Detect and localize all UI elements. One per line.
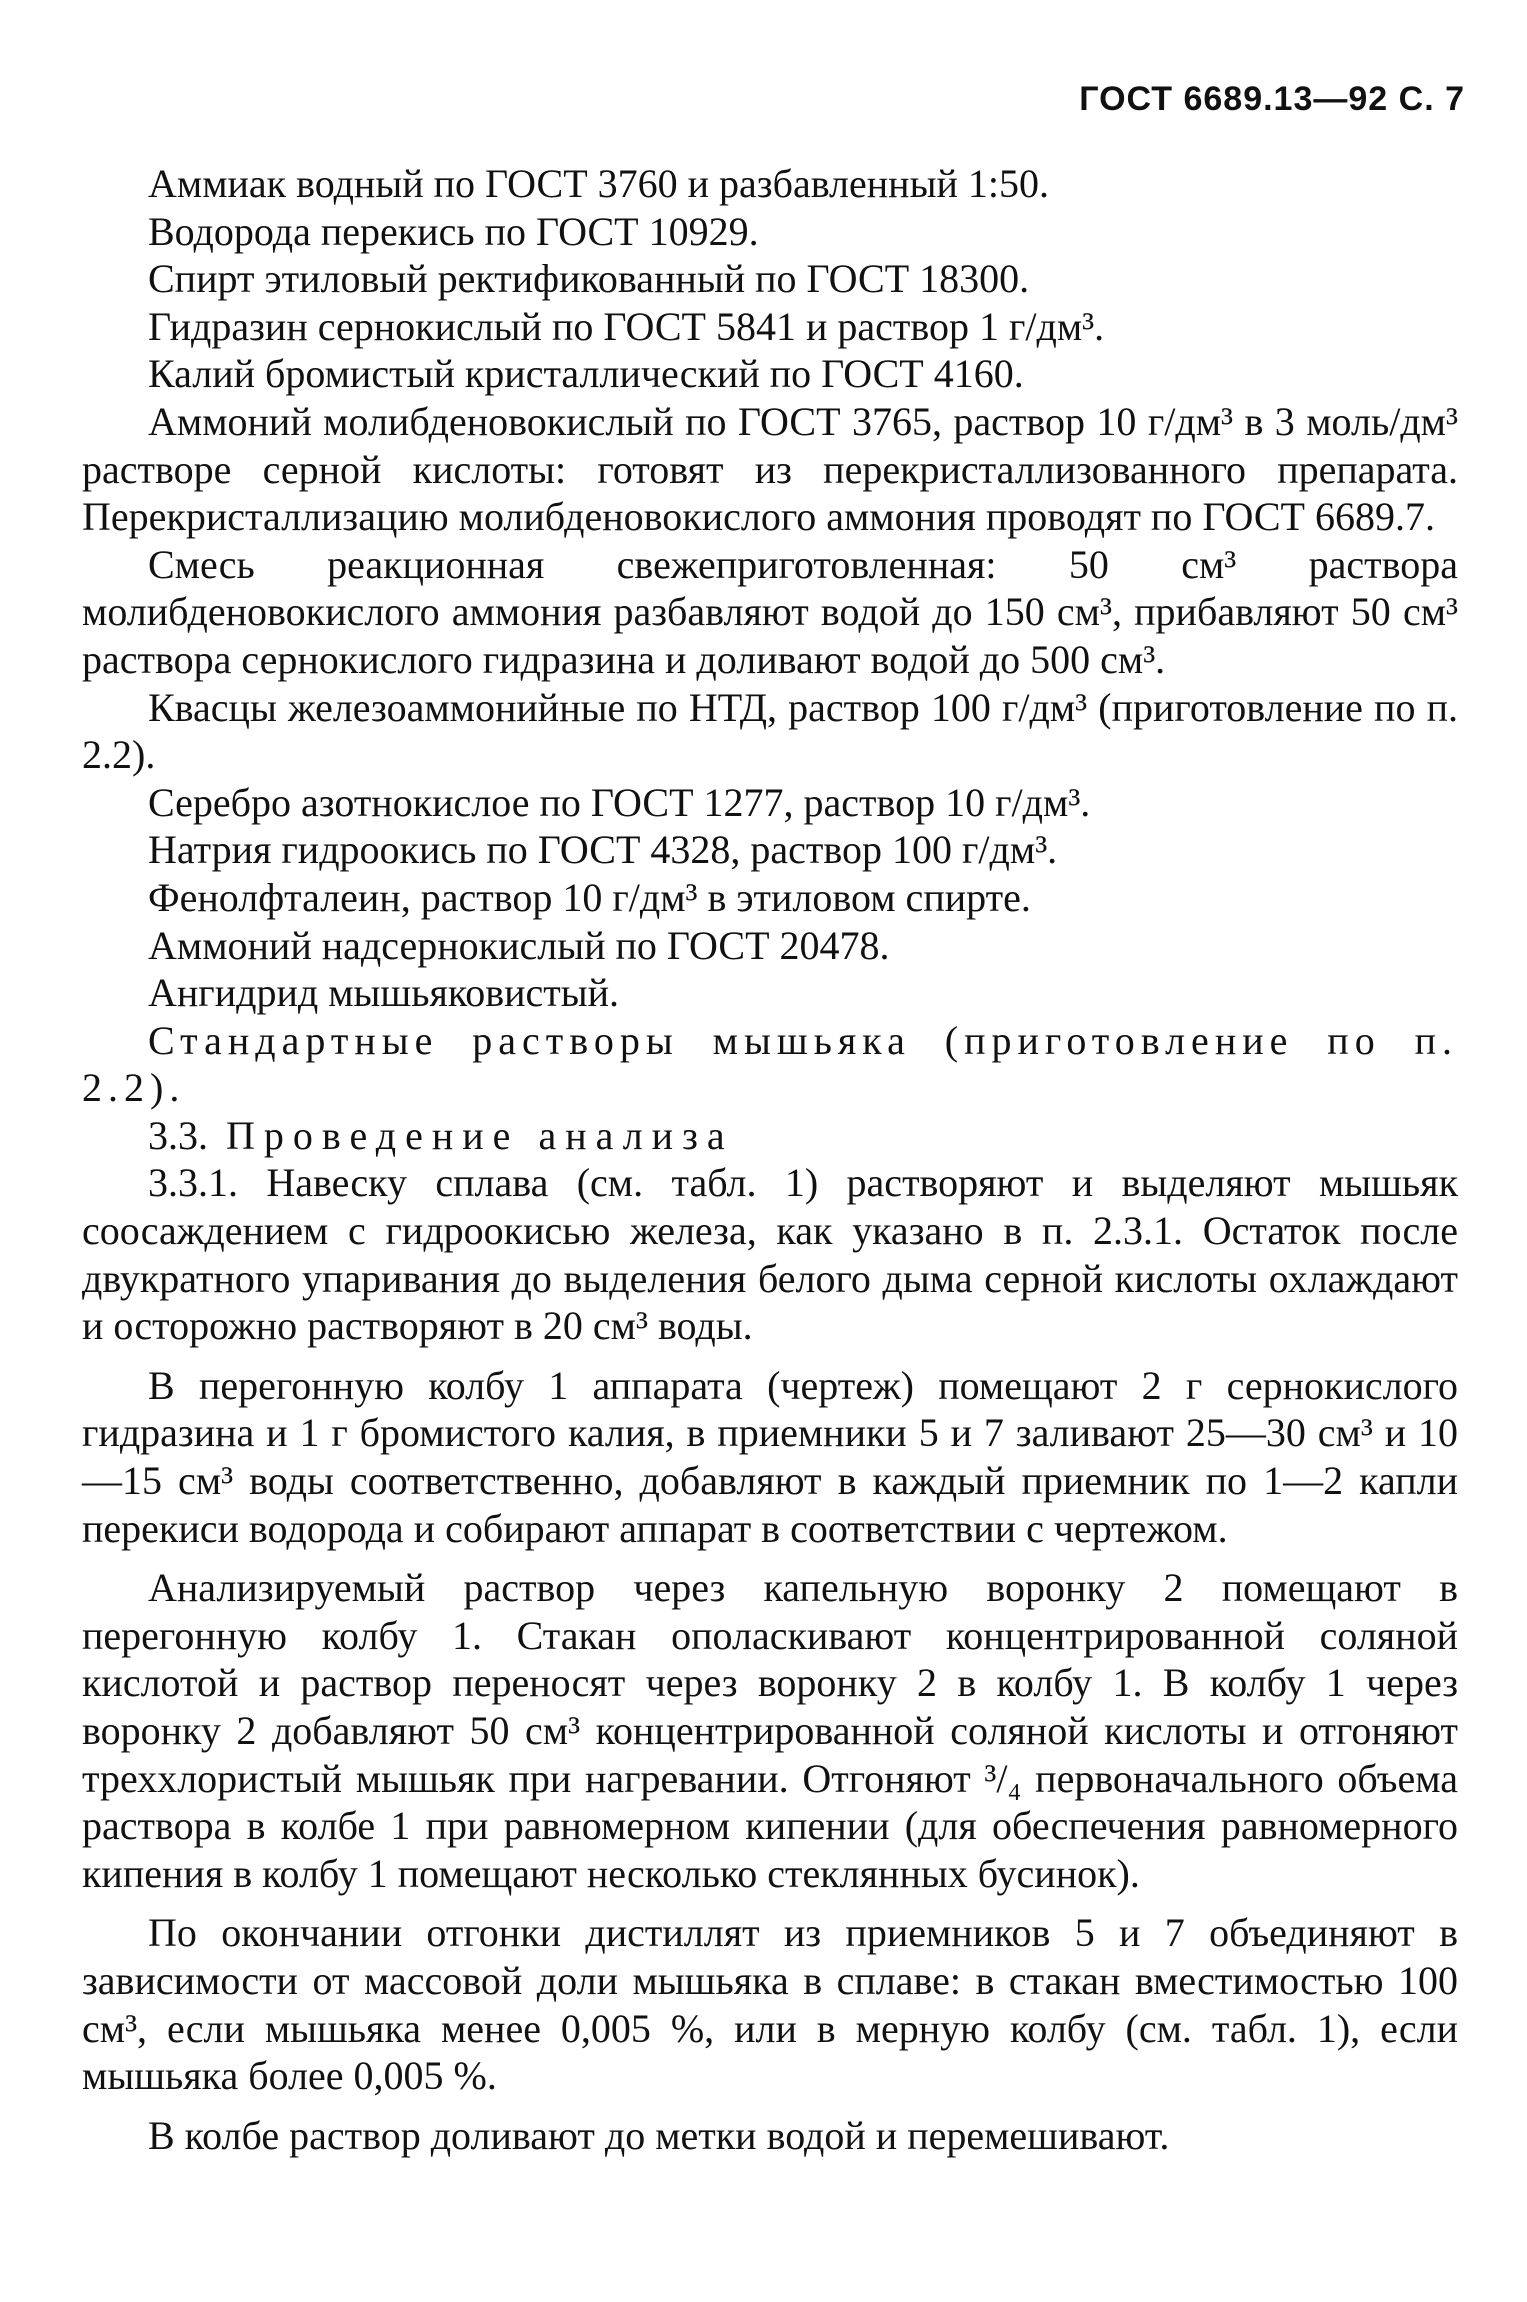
- reagent-alum: Квасцы железоаммонийные по НТД, раствор 100 г/дм³ (приготовление по п. 2.2).: [82, 684, 1458, 778]
- reagent-ammonium-molybdate: Аммоний молибденовокислый по ГОСТ 3765, раствор 10 г/дм³ в 3 моль/дм³ растворе серной кислоты: готовят из перекристаллизованного препарата. Перекристаллизацию молибденовокислого аммония проводят по ГОСТ 6689.7.: [82, 398, 1458, 540]
- reagent-sodium-hydroxide: Натрия гидроокись по ГОСТ 4328, раствор 100 г/дм³.: [148, 827, 1058, 873]
- reagent-arsenic-anhydride: Ангидрид мышьяковистый.: [148, 970, 620, 1016]
- page-header: ГОСТ 6689.13—92 С. 7: [1079, 80, 1465, 118]
- reagent-potassium-bromide: Калий бромистый кристаллический по ГОСТ 4160.: [148, 351, 1024, 397]
- document-body: [82, 160, 1458, 2159]
- analysis-apparatus-setup: В перегонную колбу 1 аппарата (чертеж) помещают 2 г сернокислого гидразина и 1 г бромистого калия, в приемники 5 и 7 заливают 25—30 см³ и 10—15 см³ воды соответственно, добавляют в каждый приемник по 1—2 капли перекиси водорода и собирают аппарат в соответствии с чертежом.: [82, 1362, 1458, 1551]
- section-title: Проведение анализа: [226, 1112, 734, 1158]
- analysis-step-3-3-1: 3.3.1. Навеску сплава (см. табл. 1) растворяют и выделяют мышьяк соосаждением с гидроокисью железа, как указано в п. 2.3.1. Остаток после двукратного упаривания до выделения белого дыма серной кислоты охлаждают и осторожно растворяют в 20 см³ воды.: [82, 1160, 1458, 1349]
- reagent-ethyl-alcohol: Спирт этиловый ректификованный по ГОСТ 18300.: [148, 256, 1030, 302]
- section-number: 3.3.: [148, 1112, 208, 1158]
- section-heading: [82, 1112, 1458, 1160]
- reagent-standard-solutions: Стандартные растворы мышьяка (приготовление по п. 2.2).: [82, 1017, 1458, 1111]
- reagent-hydrazine-sulfate: Гидразин сернокислый по ГОСТ 5841 и раствор 1 г/дм³.: [148, 303, 1105, 349]
- reagent-ammonium-persulfate: Аммоний надсернокислый по ГОСТ 20478.: [148, 922, 890, 968]
- reagent-ammonia: Аммиак водный по ГОСТ 3760 и разбавленный 1:50.: [148, 161, 1049, 206]
- analysis-distillate-combining: По окончании отгонки дистиллят из приемников 5 и 7 объединяют в зависимости от массовой доли мышьяка в сплаве: в стакан вместимостью 100 см³, если мышьяка менее 0,005 %, или в мерную колбу (см. табл. 1), если мышьяка более 0,005 %.: [82, 1910, 1458, 2099]
- reagent-hydrogen-peroxide: Водорода перекись по ГОСТ 10929.: [148, 208, 759, 254]
- analysis-final-dilution: В колбе раствор доливают до метки водой и перемешивают.: [148, 2112, 1170, 2158]
- reagent-reaction-mixture: Смесь реакционная свежеприготовленная: 50 см³ раствора молибденовокислого аммония разбавляют водой до 150 см³, прибавляют 50 см³ раствора сернокислого гидразина и доливают водой до 500 см³.: [82, 541, 1458, 682]
- reagent-silver-nitrate: Серебро азотнокислое по ГОСТ 1277, раствор 10 г/дм³.: [148, 779, 1091, 825]
- analysis-distillation: Анализируемый раствор через капельную воронку 2 помещают в перегонную колбу 1. Стакан ополаскивают концентрированной соляной кислотой и раствор переносят через воронку 2 в колбу 1. В колбу 1 через воронку 2 добавляют 50 см³ концентрированной соляной кислоты и отгоняют треххлористый мышьяк при нагревании. Отгоняют ³/₄ первоначального объема раствора в колбе 1 при равномерном кипении (для обеспечения равномерного кипения в колбу 1 помещают несколько стеклянных бусинок).: [82, 1565, 1458, 1896]
- reagent-phenolphthalein: Фенолфталеин, раствор 10 г/дм³ в этиловом спирте.: [148, 874, 1031, 920]
